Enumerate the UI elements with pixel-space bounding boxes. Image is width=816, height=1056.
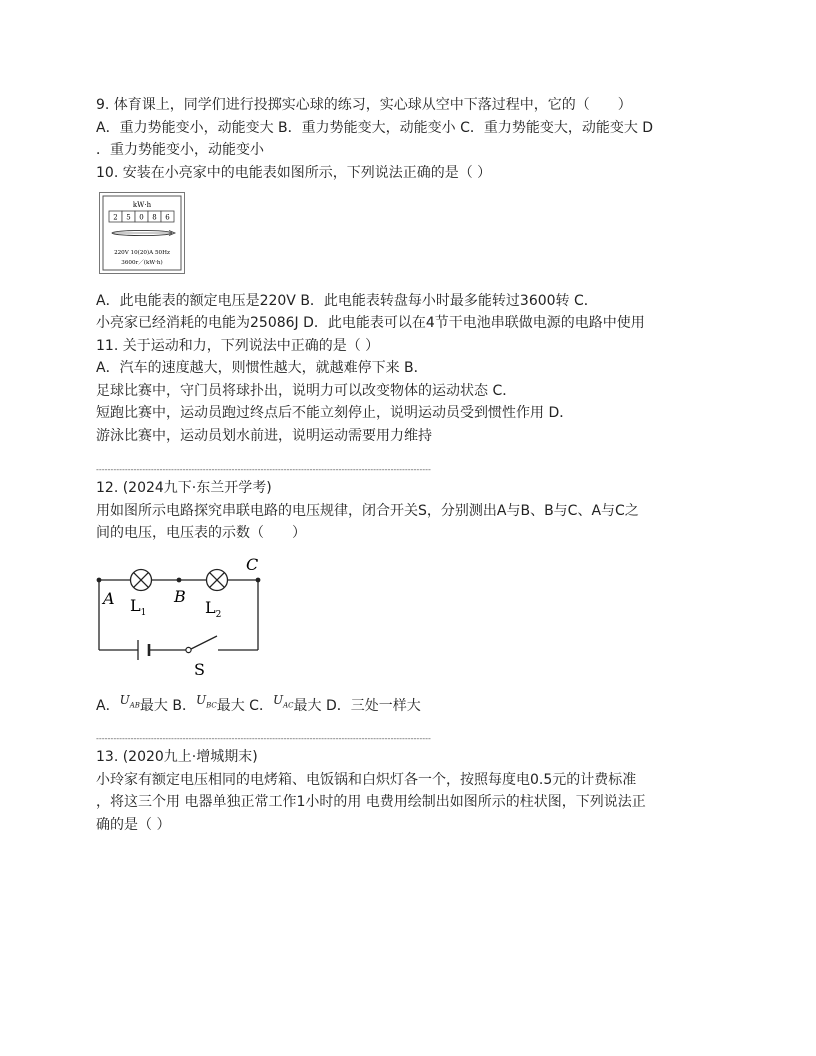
q10-options-line2: 小亮家已经消耗的电能为25086J D．此电能表可以在4节干电池串联做电源的电路中使用 <box>96 315 645 331</box>
q12-options <box>96 692 722 720</box>
q9-stem: 9. 体育课上，同学们进行投掷实心球的练习，实心球从空中下落过程中，它的（ ） <box>96 97 632 113</box>
q13-source: 13. (2020九上·增城期末) <box>96 749 258 765</box>
meter-unit-label: kW·h <box>132 201 152 209</box>
q12-option-b-text: 最大 C． <box>216 698 273 714</box>
meter-digit: 6 <box>165 213 170 222</box>
q10-options-line1: A．此电能表的额定电压是220V B．此电能表转盘每小时最多能转过3600转 C． <box>96 292 598 309</box>
switch-icon <box>186 647 191 652</box>
node-a-dot <box>97 577 102 582</box>
q13-stem-line2: ，将这三个用 电器单独正常工作1小时的用 电费用绘制出如图所示的柱状图，下列说法正 <box>96 794 646 810</box>
q9-options-line1: A．重力势能变小，动能变大 B．重力势能变大，动能变小 C．重力势能变大，动能变大 D <box>96 119 654 136</box>
electric-meter-figure <box>99 192 185 274</box>
lamp-l2-icon <box>207 569 228 590</box>
section-separator: -------------------------------------------------------------------------------------------------------------------- <box>96 465 431 474</box>
q12-option-a-prefix: A． <box>96 698 120 714</box>
q11-option-c: 短跑比赛中，运动员跑过终点后不能立刻停止，说明运动员受到惯性作用 D． <box>96 405 574 421</box>
meter-spec-label: 220V 10(20)A 50Hz <box>114 250 170 256</box>
q11-stem: 11. 关于运动和力，下列说法中正确的是（ ） <box>96 337 380 354</box>
meter-rotating-disc <box>112 230 175 235</box>
voltage-symbol-ubc: $U_{BC}$ <box>195 693 217 710</box>
voltage-symbol-uac: $U_{AC}$ <box>272 693 294 710</box>
q12-option-a-text: 最大 B． <box>139 698 196 714</box>
document-page <box>96 94 722 836</box>
lamp-l1-label: $L_1$ <box>130 595 147 618</box>
node-b-label: B <box>174 586 186 606</box>
meter-digit: 5 <box>126 213 131 222</box>
node-c-label: C <box>246 554 259 574</box>
q10-stem: 10. 安装在小亮家中的电能表如图所示，下列说法正确的是（ ） <box>96 164 492 181</box>
meter-digit-window <box>109 211 174 222</box>
q12-stem-line2: 间的电压，电压表的示数（ ） <box>96 525 306 541</box>
meter-rate-label: 3600r／(kW·h) <box>121 260 163 266</box>
node-c-dot <box>256 577 261 582</box>
q11-option-b: 足球比赛中，守门员将球扑出，说明力可以改变物体的运动状态 C． <box>96 382 517 399</box>
battery-icon <box>138 640 149 660</box>
meter-digit: 2 <box>113 213 118 222</box>
section-separator: -------------------------------------------------------------------------------------------------------------------- <box>96 734 431 743</box>
q12-option-cd-text: 最大 D．三处一样大 <box>293 698 421 714</box>
switch-label: S <box>194 659 205 679</box>
q13-stem-line1: 小玲家有额定电压相同的电烤箱、电饭锅和白炽灯各一个，按照每度电0.5元的计费标准 <box>96 771 637 788</box>
lamp-l2-label: $L_2$ <box>205 597 222 620</box>
voltage-symbol-uab: $U_{AB}$ <box>119 693 140 710</box>
node-a-label: A <box>103 588 115 608</box>
lamp-l1-icon <box>131 569 152 590</box>
meter-digit: 0 <box>139 213 144 222</box>
q11-option-d: 游泳比赛中，运动员划水前进，说明运动需要用力维持 <box>96 427 432 444</box>
series-circuit-diagram <box>96 551 266 681</box>
q11-option-a: A．汽车的速度越大，则惯性越大，就越难停下来 B． <box>96 360 428 376</box>
q12-source: 12. (2024九下·东兰开学考) <box>96 480 272 496</box>
node-b-dot <box>177 577 182 582</box>
q12-stem-line1: 用如图所示电路探究串联电路的电压规律，闭合开关S，分别测出A与B、B与C、A与C之 <box>96 502 639 519</box>
q13-stem-line3: 确的是（ ） <box>96 816 171 833</box>
meter-digit: 8 <box>152 213 157 222</box>
q9-options-line2: ．重力势能变小，动能变小 <box>96 142 264 158</box>
